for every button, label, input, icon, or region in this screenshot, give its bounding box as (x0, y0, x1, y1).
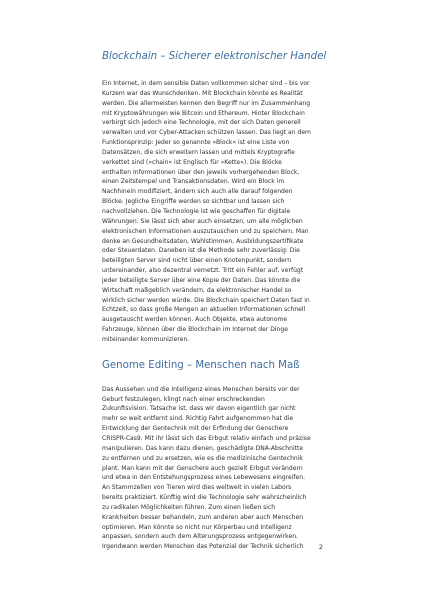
section-body-blockchain (102, 79, 332, 345)
text-line: einen Zeitstempel und Transaktionsdaten. Wird ein Block im (102, 178, 285, 186)
text-line: CRISPR-Cas9. Mit ihr lässt sich das Erbgut relativ einfach und präzise (102, 435, 311, 442)
text-line: beteiligten Server sind nicht über einen Knotenpunkt, sondern (102, 257, 292, 265)
text-line: Funktionsprinzip: Jeder so genannte »Block« ist eine Liste von (102, 139, 290, 147)
text-line: wirklich sicher werden würde. Die Blockchain speichert Daten fast in (102, 296, 310, 304)
text-line: Nachhinein modifiziert, ändern sich auch alle darauf folgenden (102, 188, 293, 196)
text-line: elektronischen Informationen auszutauschen und zu speichern. Man (102, 227, 309, 235)
text-line: Irgendwann werden Menschen das Potenzial der Technik sicherlich (102, 543, 304, 551)
text-line: Geburt festzulegen, klingt nach einer erschreckenden (102, 395, 265, 403)
text-line: nachvollziehen. Die Technologie ist wie geschaffen für digitale (102, 207, 291, 215)
text-line: Krankheiten besser behandeln, zum anderen aber auch Menschen (102, 513, 304, 521)
text-line: Wirtschaft maßgeblich verändern, da elektronischer Handel so (102, 286, 292, 294)
section-heading-blockchain: Blockchain – Sicherer elektronischer Handel (102, 51, 327, 62)
text-line: Ein Internet, in dem sensible Daten vollkommen sicher sind – bis vor (102, 80, 310, 87)
text-line: plant. Man kann mit der Genschere auch gezielt Erbgut verändern (102, 464, 303, 472)
page-number: 2 (318, 543, 323, 551)
text-line: zu radikalen Möglichkeiten führen. Zum einen ließen sich (102, 503, 276, 511)
page-content (102, 50, 332, 566)
text-line: bereits praktiziert. Künftig wird die Technologie sehr wahrscheinlich (102, 494, 307, 502)
text-line: verwalten und vor Cyber-Attacken schützen lassen. Das liegt an dem (102, 129, 311, 137)
text-line: zu entfernen und zu ersetzen, wie es die medizinische Gentechnik (102, 454, 303, 462)
text-line: Das Aussehen und die Intelligenz eines Menschen bereits vor der (102, 385, 300, 393)
text-line: Währungen. Sie lässt sich aber auch einsetzen, um alle möglichen (102, 217, 303, 225)
text-line: enthalten Informationen über den jeweils vorhergehenden Block, (102, 168, 300, 176)
text-line: manipulieren. Das kann dazu dienen, geschädigte DNA-Abschnitte (102, 444, 304, 452)
section-body-genome-editing (102, 385, 332, 552)
text-line: mehr so weit entfernt sind. Richtig Fahrt aufgenommen hat die (102, 415, 294, 423)
text-line: Kurzem war das Wunschdenken. Mit Blockchain könnte es Realität (102, 89, 303, 97)
text-line: anpassen, sondern auch dem Alterungsprozess entgegenwirken. (102, 533, 298, 541)
text-line: optimieren. Man könnte so nicht nur Körperbau und Intelligenz (102, 523, 292, 531)
text-line: und etwa in den Entstehungsprozess eines Lebewesens eingreifen. (102, 474, 306, 482)
text-line: oder Steuerdaten. Daneben ist die Methode sehr zuverlässig: Die (102, 247, 300, 255)
text-line: werden. Die allermeisten kennen den Begriff nur im Zusammenhang (102, 99, 311, 107)
text-line: denke an Gesundheitsdaten, Wahlstimmen, Ausbildungszertifikate (102, 237, 304, 245)
text-line: Zukunftsvision. Tatsache ist, dass wir davon eigentlich gar nicht (102, 405, 296, 413)
text-line: untereinander, also dezentral vernetzt. Tritt ein Fehler auf, verfügt (102, 267, 304, 275)
section-heading-genome-editing: Genome Editing – Menschen nach Maß (102, 359, 300, 371)
text-line: Fahrzeuge, können über die Blockchain im Internet der Dinge (102, 326, 288, 334)
text-line: miteinander kommunizieren. (102, 335, 190, 343)
text-line: Blöcke. Jegliche Eingriffe werden so sichtbar und lassen sich (102, 198, 285, 206)
text-line: verbirgt sich jedoch eine Technologie, mit der sich Daten generell (102, 119, 301, 127)
text-line: Entwicklung der Gentechnik mit der Erfindung der Genschere (102, 425, 289, 433)
text-line: verkettet sind (»chain« ist Englisch für »Kette«). Die Blöcke (102, 158, 282, 166)
text-line: mit Kryptowährungen wie Bitcoin und Ethereum. Hinter Blockchain (102, 109, 305, 117)
text-line: An Stammzellen von Tieren wird dies weltweit in vielen Labors (102, 484, 292, 492)
text-line: jeder beteiligte Server über eine Kopie der Daten. Das könnte die (102, 276, 301, 284)
text-line: Echtzeit, so dass große Mengen an aktuellen Informationen schnell (102, 306, 306, 314)
text-line: Datensätzen, die sich erweitern lassen und mittels Kryptografie (102, 148, 295, 156)
text-line: ausgetauscht werden können. Auch Objekte, etwa autonome (102, 316, 288, 324)
